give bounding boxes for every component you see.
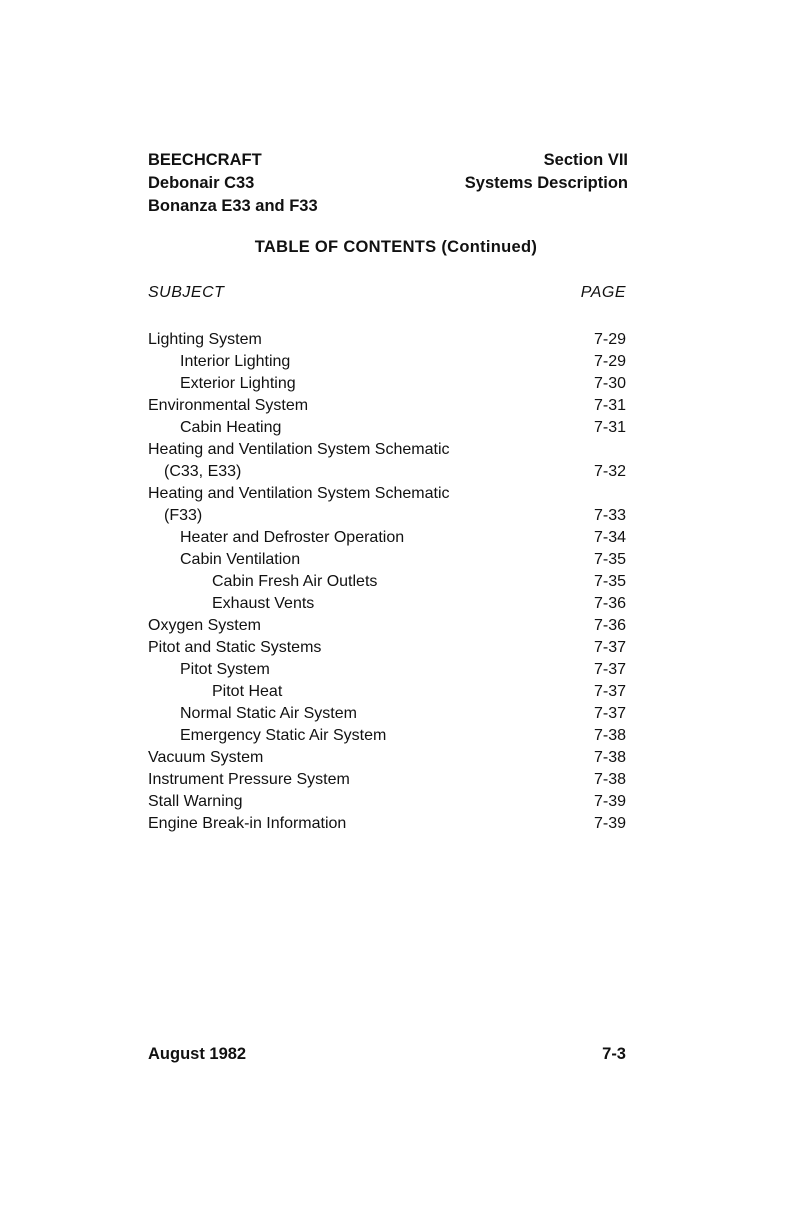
toc-entry-page: 7-39 bbox=[593, 815, 626, 832]
toc-entry-page: 7-31 bbox=[593, 397, 626, 414]
toc-entry bbox=[148, 439, 626, 461]
toc-entry-label: Pitot Heat bbox=[212, 683, 288, 700]
model-line-1: Debonair C33 bbox=[148, 174, 255, 192]
toc-entry-page: 7-38 bbox=[593, 727, 626, 744]
toc-entry bbox=[148, 681, 626, 703]
toc-entry bbox=[148, 351, 626, 373]
toc-entry bbox=[148, 659, 626, 681]
toc-entry-label: (F33) bbox=[164, 507, 208, 524]
toc-entry-page: 7-36 bbox=[593, 617, 626, 634]
subject-column-header: SUBJECT bbox=[148, 284, 225, 301]
toc-entry-page: 7-35 bbox=[593, 551, 626, 568]
toc-entry-label: Cabin Ventilation bbox=[180, 551, 306, 568]
toc-entry bbox=[148, 483, 626, 505]
page-column-header: PAGE bbox=[580, 284, 626, 301]
toc-entry bbox=[148, 373, 626, 395]
toc-list bbox=[148, 329, 626, 835]
toc-entry-label: Exhaust Vents bbox=[212, 595, 320, 612]
toc-entry-label: Lighting System bbox=[148, 331, 268, 348]
toc-entry-page: 7-30 bbox=[593, 375, 626, 392]
toc-entry-label: Vacuum System bbox=[148, 749, 269, 766]
toc-entry bbox=[148, 747, 626, 769]
toc-entry-label: Cabin Fresh Air Outlets bbox=[212, 573, 383, 590]
toc-entry-label: Instrument Pressure System bbox=[148, 771, 356, 788]
toc-entry bbox=[148, 703, 626, 725]
toc-entry bbox=[148, 505, 626, 527]
model-line-2: Bonanza E33 and F33 bbox=[148, 197, 318, 215]
toc-entry bbox=[148, 417, 626, 439]
toc-entry-label: Heater and Defroster Operation bbox=[180, 529, 410, 546]
toc-entry-label: Pitot System bbox=[180, 661, 276, 678]
toc-entry-page: 7-34 bbox=[593, 529, 626, 546]
toc-entry bbox=[148, 549, 626, 571]
toc-entry bbox=[148, 615, 626, 637]
header-left bbox=[148, 149, 318, 218]
toc-entry-label: Interior Lighting bbox=[180, 353, 296, 370]
toc-entry bbox=[148, 813, 626, 835]
toc-entry-label: (C33, E33) bbox=[164, 463, 247, 480]
toc-entry-label: Emergency Static Air System bbox=[180, 727, 392, 744]
section-title: Systems Description bbox=[464, 174, 628, 192]
toc-entry-label: Heating and Ventilation System Schematic bbox=[148, 441, 456, 458]
toc-entry-page: 7-35 bbox=[593, 573, 626, 590]
toc-entry-label: Cabin Heating bbox=[180, 419, 287, 436]
toc-entry-page: 7-31 bbox=[593, 419, 626, 436]
toc-title: TABLE OF CONTENTS (Continued) bbox=[254, 238, 538, 256]
toc-entry-page: 7-29 bbox=[593, 331, 626, 348]
footer-page-number: 7-3 bbox=[602, 1045, 626, 1063]
toc-entry bbox=[148, 527, 626, 549]
toc-entry bbox=[148, 769, 626, 791]
toc-entry bbox=[148, 461, 626, 483]
toc-entry bbox=[148, 791, 626, 813]
toc-entry-page: 7-29 bbox=[593, 353, 626, 370]
footer-date: August 1982 bbox=[148, 1045, 247, 1063]
section-number: Section VII bbox=[543, 151, 628, 169]
toc-entry-label: Pitot and Static Systems bbox=[148, 639, 327, 656]
toc-entry-label: Normal Static Air System bbox=[180, 705, 363, 722]
toc-entry-page: 7-37 bbox=[593, 639, 626, 656]
toc-entry bbox=[148, 725, 626, 747]
toc-entry bbox=[148, 571, 626, 593]
toc-entry-label: Environmental System bbox=[148, 397, 314, 414]
toc-entry-page: 7-37 bbox=[593, 661, 626, 678]
toc-entry bbox=[148, 395, 626, 417]
toc-entry bbox=[148, 329, 626, 351]
toc-entry-label: Stall Warning bbox=[148, 793, 249, 810]
manufacturer: BEECHCRAFT bbox=[148, 151, 262, 169]
header-right bbox=[465, 149, 628, 195]
toc-entry-page: 7-39 bbox=[593, 793, 626, 810]
toc-entry-page: 7-36 bbox=[593, 595, 626, 612]
toc-entry-page: 7-38 bbox=[593, 749, 626, 766]
toc-entry-label: Engine Break-in Information bbox=[148, 815, 352, 832]
toc-entry-page: 7-32 bbox=[593, 463, 626, 480]
toc-entry-label: Exterior Lighting bbox=[180, 375, 302, 392]
toc-entry bbox=[148, 637, 626, 659]
toc-entry-page: 7-38 bbox=[593, 771, 626, 788]
toc-entry-page: 7-33 bbox=[593, 507, 626, 524]
toc-entry-page: 7-37 bbox=[593, 683, 626, 700]
toc-entry-label: Oxygen System bbox=[148, 617, 267, 634]
toc-entry-label: Heating and Ventilation System Schematic bbox=[148, 485, 456, 502]
toc-entry bbox=[148, 593, 626, 615]
toc-entry-page: 7-37 bbox=[593, 705, 626, 722]
